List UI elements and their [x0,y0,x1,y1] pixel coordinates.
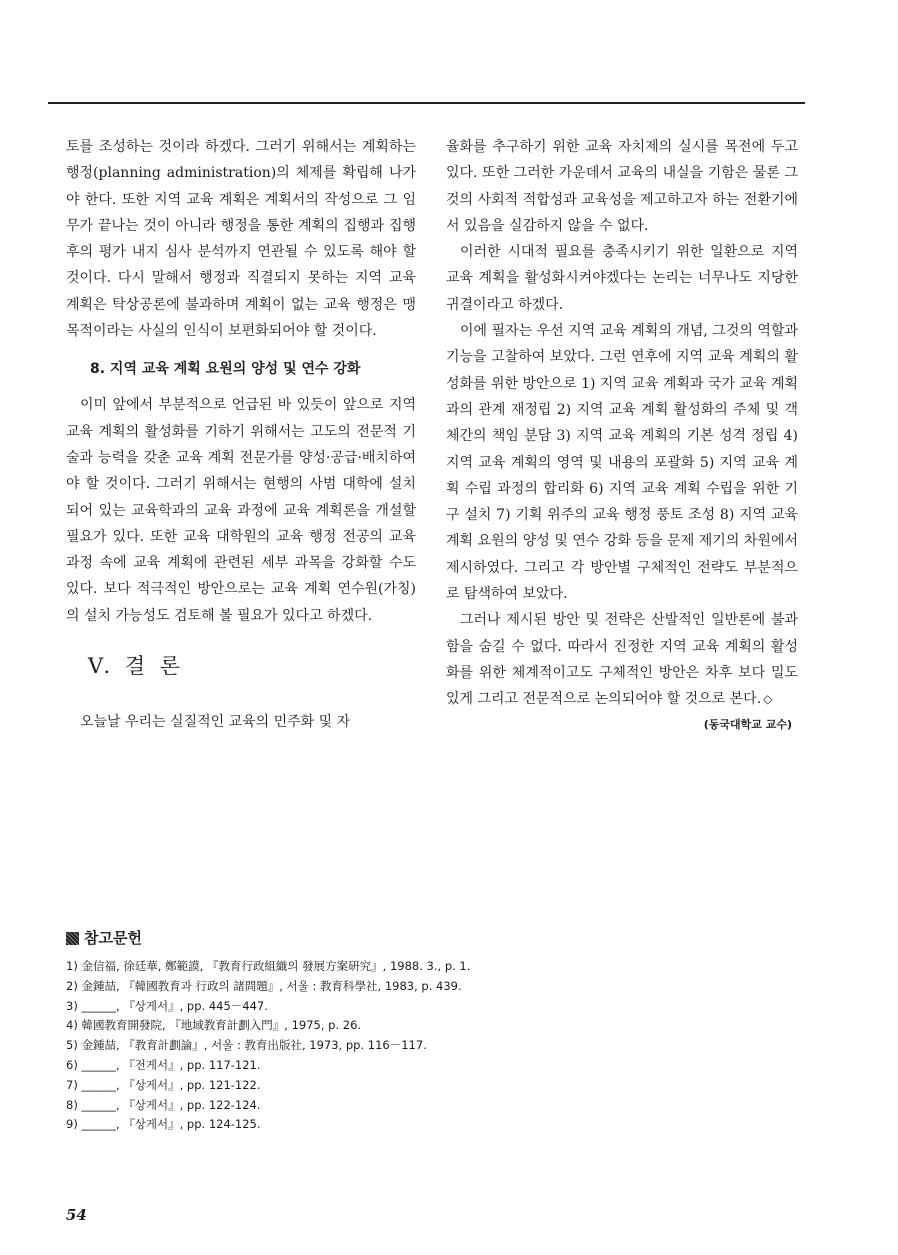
author-affiliation: (동국대학교 교수) [703,717,792,731]
section-heading: 8. 지역 교육 계획 요원의 양성 및 연수 강화 [90,361,361,378]
body-paragraph: 율화를 추구하기 위한 교육 자치제의 실시를 목전에 두고 있다. 또한 그러한 가운데서 교육의 내실을 기함은 물론 그것의 사회적 적합성과 교육성을 제고하고자 하는 전환기에 서 있음을 실감하지 않을 수 없다. [446,139,798,234]
references-section [66,925,766,1135]
reference-item: 2) 金鍾喆, 『韓國教育과 行政의 諸問題』, 서울 : 教育科學社, 1983, p. 439. [66,978,462,993]
references-title-text: 참고문헌 [84,929,142,947]
body-paragraph: 토를 조성하는 것이라 하겠다. 그러기 위해서는 계획하는 행정(planning administration)의 체제를 확립해 나가야 한다. 또한 지역 교육 계획은 계획서의 작성으로 그 임무가 끝나는 것이 아니라 행정을 통한 계획의 집행과 집행 후의 평가 내지 심사 분석까지 연관될 수 있도록 해야 할 것이다. 다시 말해서 행정과 직결되지 못하는 지역 교육 계획은 탁상공론에 불과하며 계획이 없는 교육 행정은 맹목적이라는 사실의 인식이 보편화되어야 할 것이다. [66,139,416,340]
reference-item: 3) ______, 『상게서』, pp. 445－447. [66,998,268,1013]
chapter-heading: V. 결 론 [88,654,185,679]
references-title [66,925,766,951]
square-bullet-icon [66,932,79,945]
reference-item: 8) ______, 『상게서』, pp. 122-124. [66,1097,261,1112]
reference-item: 5) 金鍾喆, 『教育計劃論』, 서울 : 教育出版社, 1973, pp. 116－117. [66,1038,427,1053]
reference-item: 1) 金信福, 徐廷華, 鄭範謨, 『教育行政組織의 發展方案硏究』, 1988. 3., p. 1. [66,959,471,973]
left-column [66,134,416,735]
reference-item: 6) ______, 『전게서』, pp. 117-121. [66,1057,261,1072]
right-column [446,134,798,735]
body-paragraph: 이미 앞에서 부분적으로 언급된 바 있듯이 앞으로 지역 교육 계획의 활성화를 기하기 위해서는 고도의 전문적 기술과 능력을 갖춘 교육 계획 전문가를 양성·공급·배치하여야 할 것이다. 그러기 위해서는 현행의 사범 대학에 설치되어 있는 교육학과의 교육 과정에 교육 계획론을 개설할 필요가 있다. 또한 교육 대학원의 교육 행정 전공의 교육 과정 속에 교육 계획에 관련된 세부 과목을 강화할 수도 있다. 보다 적극적인 방안으로는 교육 계획 연수원(가칭)의 설치 가능성도 검토해 볼 필요가 있다고 하겠다. [66,397,416,624]
reference-list [66,957,766,1135]
reference-item: 7) ______, 『상게서』, pp. 121-122. [66,1077,261,1092]
reference-item: 9) ______, 『상게서』, pp. 124-125. [66,1117,261,1132]
end-mark-icon: ◇ [763,692,773,707]
conclusion-text: 그러나 제시된 방안 및 전략은 산발적인 일반론에 불과함을 숨길 수 없다. 따라서 진정한 지역 교육 계획의 활성화를 위한 체계적이고도 구체적인 방안은 차후 보다 밀도있게 그리고 전문적으로 논의되어야 할 것으로 본다. [446,612,798,708]
top-rule [48,102,805,104]
body-paragraph: 이러한 시대적 필요를 충족시키기 위한 일환으로 지역 교육 계획을 활성화시켜야겠다는 논리는 너무나도 지당한 귀결이라고 하겠다. [446,244,798,313]
page-number: 54 [66,1206,87,1224]
body-paragraph [446,607,798,712]
body-paragraph: 오늘날 우리는 실질적인 교육의 민주화 및 자 [80,714,351,731]
reference-item: 4) 韓國教育開發院, 『地域教育計劃入門』, 1975, p. 26. [66,1018,362,1033]
body-paragraph: 이에 필자는 우선 지역 교육 계획의 개념, 그것의 역할과 기능을 고찰하여 보았다. 그런 연후에 지역 교육 계획의 활성화를 위한 방안으로 1) 지역 교육 계획과 국가 교육 계획과의 관계 재정립 2) 지역 교육 계획 활성화의 주체 및 객체간의 책임 분담 3) 지역 교육 계획의 기본 성격 정립 4) 지역 교육 계획의 영역 및 내용의 포괄화 5) 지역 교육 계획 수립 과정의 합리화 6) 지역 교육 계획 수립을 위한 기구 설치 7) 기획 위주의 교육 행정 풍토 조성 8) 지역 교육 계획 요원의 양성 및 연수 강화 등을 문제 제기의 차원에서 제시하였다. 그리고 각 방안별 구체적인 전략도 부분적으로 탐색하여 보았다. [446,323,798,603]
